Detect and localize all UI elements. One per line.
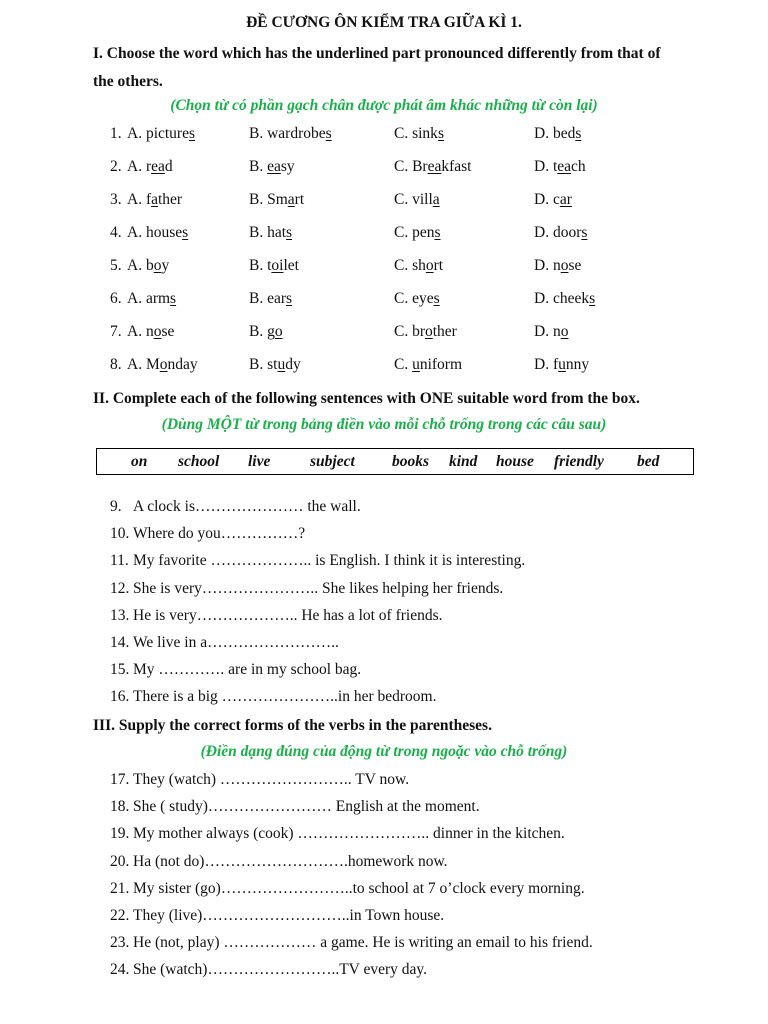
sentence-number: 24. <box>110 961 130 979</box>
question-number: 6. <box>110 290 122 307</box>
word-bank-item: bed <box>637 453 660 470</box>
underlined-part: ea <box>151 158 165 175</box>
option-text: A. house <box>127 224 183 241</box>
option-text: D. cheek <box>534 290 590 307</box>
sentence-text: A clock is………………… the wall. <box>133 498 361 515</box>
word-bank-item: books <box>392 453 430 470</box>
answer-option <box>534 191 572 209</box>
answer-option <box>249 191 304 209</box>
option-text: B. wardrobe <box>249 125 326 142</box>
document-title: ĐỀ CƯƠNG ÔN KIỂM TRA GIỮA KÌ 1. <box>246 14 522 31</box>
sentence-row <box>0 825 768 847</box>
underlined-part: ea <box>557 158 572 175</box>
sentence-row <box>0 880 768 902</box>
word-bank-item: kind <box>449 453 478 470</box>
option-text: ther <box>158 191 183 208</box>
answer-option <box>394 323 457 341</box>
answer-option <box>127 290 176 308</box>
underlined-part: ea <box>427 158 442 175</box>
sentence-number: 15. <box>110 661 130 679</box>
option-text: d <box>164 158 173 175</box>
sentence-text: There is a big …………………..in her bedroom. <box>133 688 437 706</box>
option-text: D. f <box>534 356 559 373</box>
answer-option <box>534 125 581 143</box>
sentence-number: 10. <box>110 525 130 543</box>
sentence-number: 16. <box>110 688 130 706</box>
section-1-heading-line-1: I. Choose the word which has the underlined part pronounced differently from that of <box>93 45 661 62</box>
answer-option <box>394 191 440 209</box>
question-row <box>0 224 768 246</box>
option-text: rt <box>433 257 444 274</box>
sentence-text: My …………. are in my school bag. <box>133 661 362 679</box>
option-text: A. r <box>127 158 152 175</box>
sentence-text: They (watch) …………………….. TV now. <box>133 771 410 788</box>
question-row <box>0 125 768 147</box>
sentence-row <box>0 607 768 629</box>
option-text: C. <box>394 356 413 373</box>
section-1-heading-line-2: the others. <box>93 73 163 90</box>
sentence-text: She ( study)…………………… English at the moment. <box>133 798 480 816</box>
underlined-part: s <box>434 224 441 241</box>
sentence-number: 13. <box>110 606 130 624</box>
underlined-part: s <box>182 224 189 241</box>
underlined-part: o <box>425 257 434 274</box>
sentence-text: My sister (go)……………………..to school at 7 o’clock every morning. <box>133 879 585 897</box>
sentence-text: They (live)………………………..in Town house. <box>133 907 445 924</box>
answer-option <box>534 224 587 242</box>
answer-option <box>534 290 595 308</box>
word-bank-box <box>96 448 694 475</box>
underlined-part: s <box>437 125 444 142</box>
answer-option <box>534 158 586 176</box>
sentence-row <box>0 771 768 793</box>
underlined-part: u <box>558 356 566 373</box>
underlined-part: a <box>151 191 158 208</box>
answer-option <box>394 356 462 374</box>
option-text: A. n <box>127 323 154 340</box>
sentence-text: She (watch)……………………..TV every day. <box>133 961 428 979</box>
option-text: y <box>161 257 170 274</box>
option-text: C. Br <box>394 158 428 175</box>
sentence-number: 14. <box>110 634 130 651</box>
sentence-row <box>0 580 768 602</box>
answer-option <box>534 356 589 374</box>
underlined-part: s <box>286 224 293 241</box>
word-bank-item: live <box>248 453 271 470</box>
option-text: C. sh <box>394 257 426 274</box>
sentence-row <box>0 525 768 547</box>
option-text: let <box>283 257 299 274</box>
question-row <box>0 191 768 213</box>
option-text: A. arm <box>127 290 171 307</box>
sentence-number: 11. <box>110 552 129 570</box>
word-bank-item: friendly <box>554 453 604 470</box>
sentence-row <box>0 552 768 574</box>
option-text: D. n <box>534 323 561 340</box>
answer-option <box>249 323 283 341</box>
option-text: se <box>568 257 582 274</box>
underlined-part: u <box>412 356 420 373</box>
sentence-text: My mother always (cook) …………………….. dinner in the kitchen. <box>133 825 565 843</box>
option-text: B. g <box>249 323 275 340</box>
answer-option <box>249 290 292 308</box>
sentence-number: 21. <box>110 879 130 897</box>
option-text: ch <box>571 158 586 175</box>
underlined-part: a <box>287 191 295 208</box>
sentence-row <box>0 688 768 710</box>
question-row <box>0 356 768 378</box>
underlined-part: s <box>433 290 440 307</box>
sentence-row <box>0 961 768 983</box>
underlined-part: s <box>286 290 293 307</box>
sentence-number: 23. <box>110 934 130 952</box>
underlined-part: s <box>575 125 582 142</box>
question-number: 8. <box>110 356 122 373</box>
word-bank-item: house <box>496 453 534 470</box>
answer-option <box>249 125 332 143</box>
sentence-number: 22. <box>110 907 130 924</box>
option-text: B. ear <box>249 290 287 307</box>
answer-option <box>249 257 299 275</box>
sentence-text: She is very………………….. She likes helping her friends. <box>133 579 504 597</box>
question-number: 1. <box>110 125 122 142</box>
option-text: D. c <box>534 191 560 208</box>
answer-option <box>127 191 182 209</box>
answer-option <box>394 290 440 308</box>
option-text: A. b <box>127 257 154 274</box>
underlined-part: a <box>432 191 440 208</box>
sentence-number: 12. <box>110 579 130 597</box>
underlined-part: u <box>277 356 286 373</box>
sentence-text: My favorite ……………….. is English. I think it is interesting. <box>133 552 526 570</box>
word-bank-item: school <box>178 453 220 470</box>
underlined-part: o <box>153 257 162 274</box>
option-text: B. hat <box>249 224 287 241</box>
underlined-part: s <box>589 290 596 307</box>
answer-option <box>249 158 295 176</box>
underlined-part: ea <box>267 158 281 175</box>
underlined-part: ar <box>559 191 572 208</box>
option-text: ther <box>432 323 457 340</box>
option-text: A. picture <box>127 125 189 142</box>
answer-option <box>394 224 441 242</box>
sentence-text: Where do you……………? <box>133 525 306 543</box>
answer-option <box>534 257 581 275</box>
question-number: 5. <box>110 257 122 274</box>
answer-option <box>394 257 443 275</box>
answer-option <box>249 356 301 374</box>
sentence-number: 19. <box>110 825 130 843</box>
section-3-heading: III. Supply the correct forms of the verbs in the parentheses. <box>93 717 492 734</box>
option-text: C. pen <box>394 224 435 241</box>
underlined-part: o <box>560 323 569 340</box>
underlined-part: s <box>581 224 588 241</box>
underlined-part: o <box>560 257 569 274</box>
sentence-row <box>0 907 768 929</box>
sentence-number: 18. <box>110 798 130 816</box>
option-text: dy <box>285 356 301 373</box>
answer-option <box>127 257 169 275</box>
answer-option <box>534 323 568 341</box>
underlined-part: o <box>159 356 168 373</box>
sentence-text: Ha (not do)……………………….homework now. <box>133 852 448 870</box>
option-text: se <box>161 323 175 340</box>
question-row <box>0 323 768 345</box>
option-text: C. eye <box>394 290 434 307</box>
underlined-part: s <box>188 125 196 142</box>
option-text: B. Sm <box>249 191 288 208</box>
option-text: rt <box>294 191 305 208</box>
sentence-row <box>0 634 768 656</box>
option-text: A. M <box>127 356 160 373</box>
option-text: B. t <box>249 257 272 274</box>
sentence-text: He (not, play) ……………… a game. He is writing an email to his friend. <box>133 934 593 952</box>
option-text: D. t <box>534 158 558 175</box>
question-row <box>0 257 768 279</box>
sentence-row <box>0 498 768 520</box>
sentence-row <box>0 661 768 683</box>
question-row <box>0 290 768 312</box>
option-text: niform <box>419 356 463 373</box>
option-text: sy <box>280 158 295 175</box>
option-text: nday <box>167 356 198 373</box>
option-text: D. n <box>534 257 561 274</box>
option-text: kfast <box>441 158 472 175</box>
sentence-number: 9. <box>110 498 122 515</box>
option-text: C. sink <box>394 125 438 142</box>
option-text: C. vill <box>394 191 433 208</box>
underlined-part: o <box>153 323 162 340</box>
section-2-heading: II. Complete each of the following sentences with ONE suitable word from the box. <box>93 390 640 407</box>
answer-option <box>127 323 174 341</box>
option-text: nny <box>565 356 590 373</box>
answer-option <box>127 125 195 143</box>
answer-option <box>394 125 444 143</box>
underlined-part: s <box>170 290 177 307</box>
question-number: 2. <box>110 158 122 175</box>
question-number: 3. <box>110 191 122 208</box>
section-3-subheading: (Điền dạng đúng của động từ trong ngoặc vào chỗ trống) <box>200 743 568 760</box>
option-text: D. door <box>534 224 582 241</box>
option-text: B. st <box>249 356 278 373</box>
sentence-number: 20. <box>110 852 130 870</box>
underlined-part: s <box>325 125 332 142</box>
question-number: 4. <box>110 224 122 241</box>
underlined-part: o <box>425 323 433 340</box>
answer-option <box>127 158 173 176</box>
answer-option <box>127 224 188 242</box>
word-bank-item: on <box>131 453 148 470</box>
option-text: C. br <box>394 323 425 340</box>
sentence-text: We live in a…………………….. <box>133 634 339 651</box>
underlined-part: oi <box>271 257 284 274</box>
option-text: D. bed <box>534 125 576 142</box>
sentence-row <box>0 853 768 875</box>
underlined-part: o <box>274 323 283 340</box>
sentence-text: He is very……………….. He has a lot of friends. <box>133 606 443 624</box>
answer-option <box>249 224 292 242</box>
word-bank-item: subject <box>310 453 355 470</box>
sentence-number: 17. <box>110 771 130 788</box>
answer-option <box>127 356 198 374</box>
question-number: 7. <box>110 323 122 340</box>
answer-option <box>394 158 472 176</box>
option-text: B. <box>249 158 268 175</box>
section-2-subheading: (Dùng MỘT từ trong bảng điền vào mỗi chỗ trống trong các câu sau) <box>161 416 607 433</box>
section-1-subheading: (Chọn từ có phần gạch chân được phát âm khác những từ còn lại) <box>170 97 598 114</box>
question-row <box>0 158 768 180</box>
section-1-heading <box>93 40 718 96</box>
option-text: A. f <box>127 191 152 208</box>
sentence-row <box>0 798 768 820</box>
sentence-row <box>0 934 768 956</box>
